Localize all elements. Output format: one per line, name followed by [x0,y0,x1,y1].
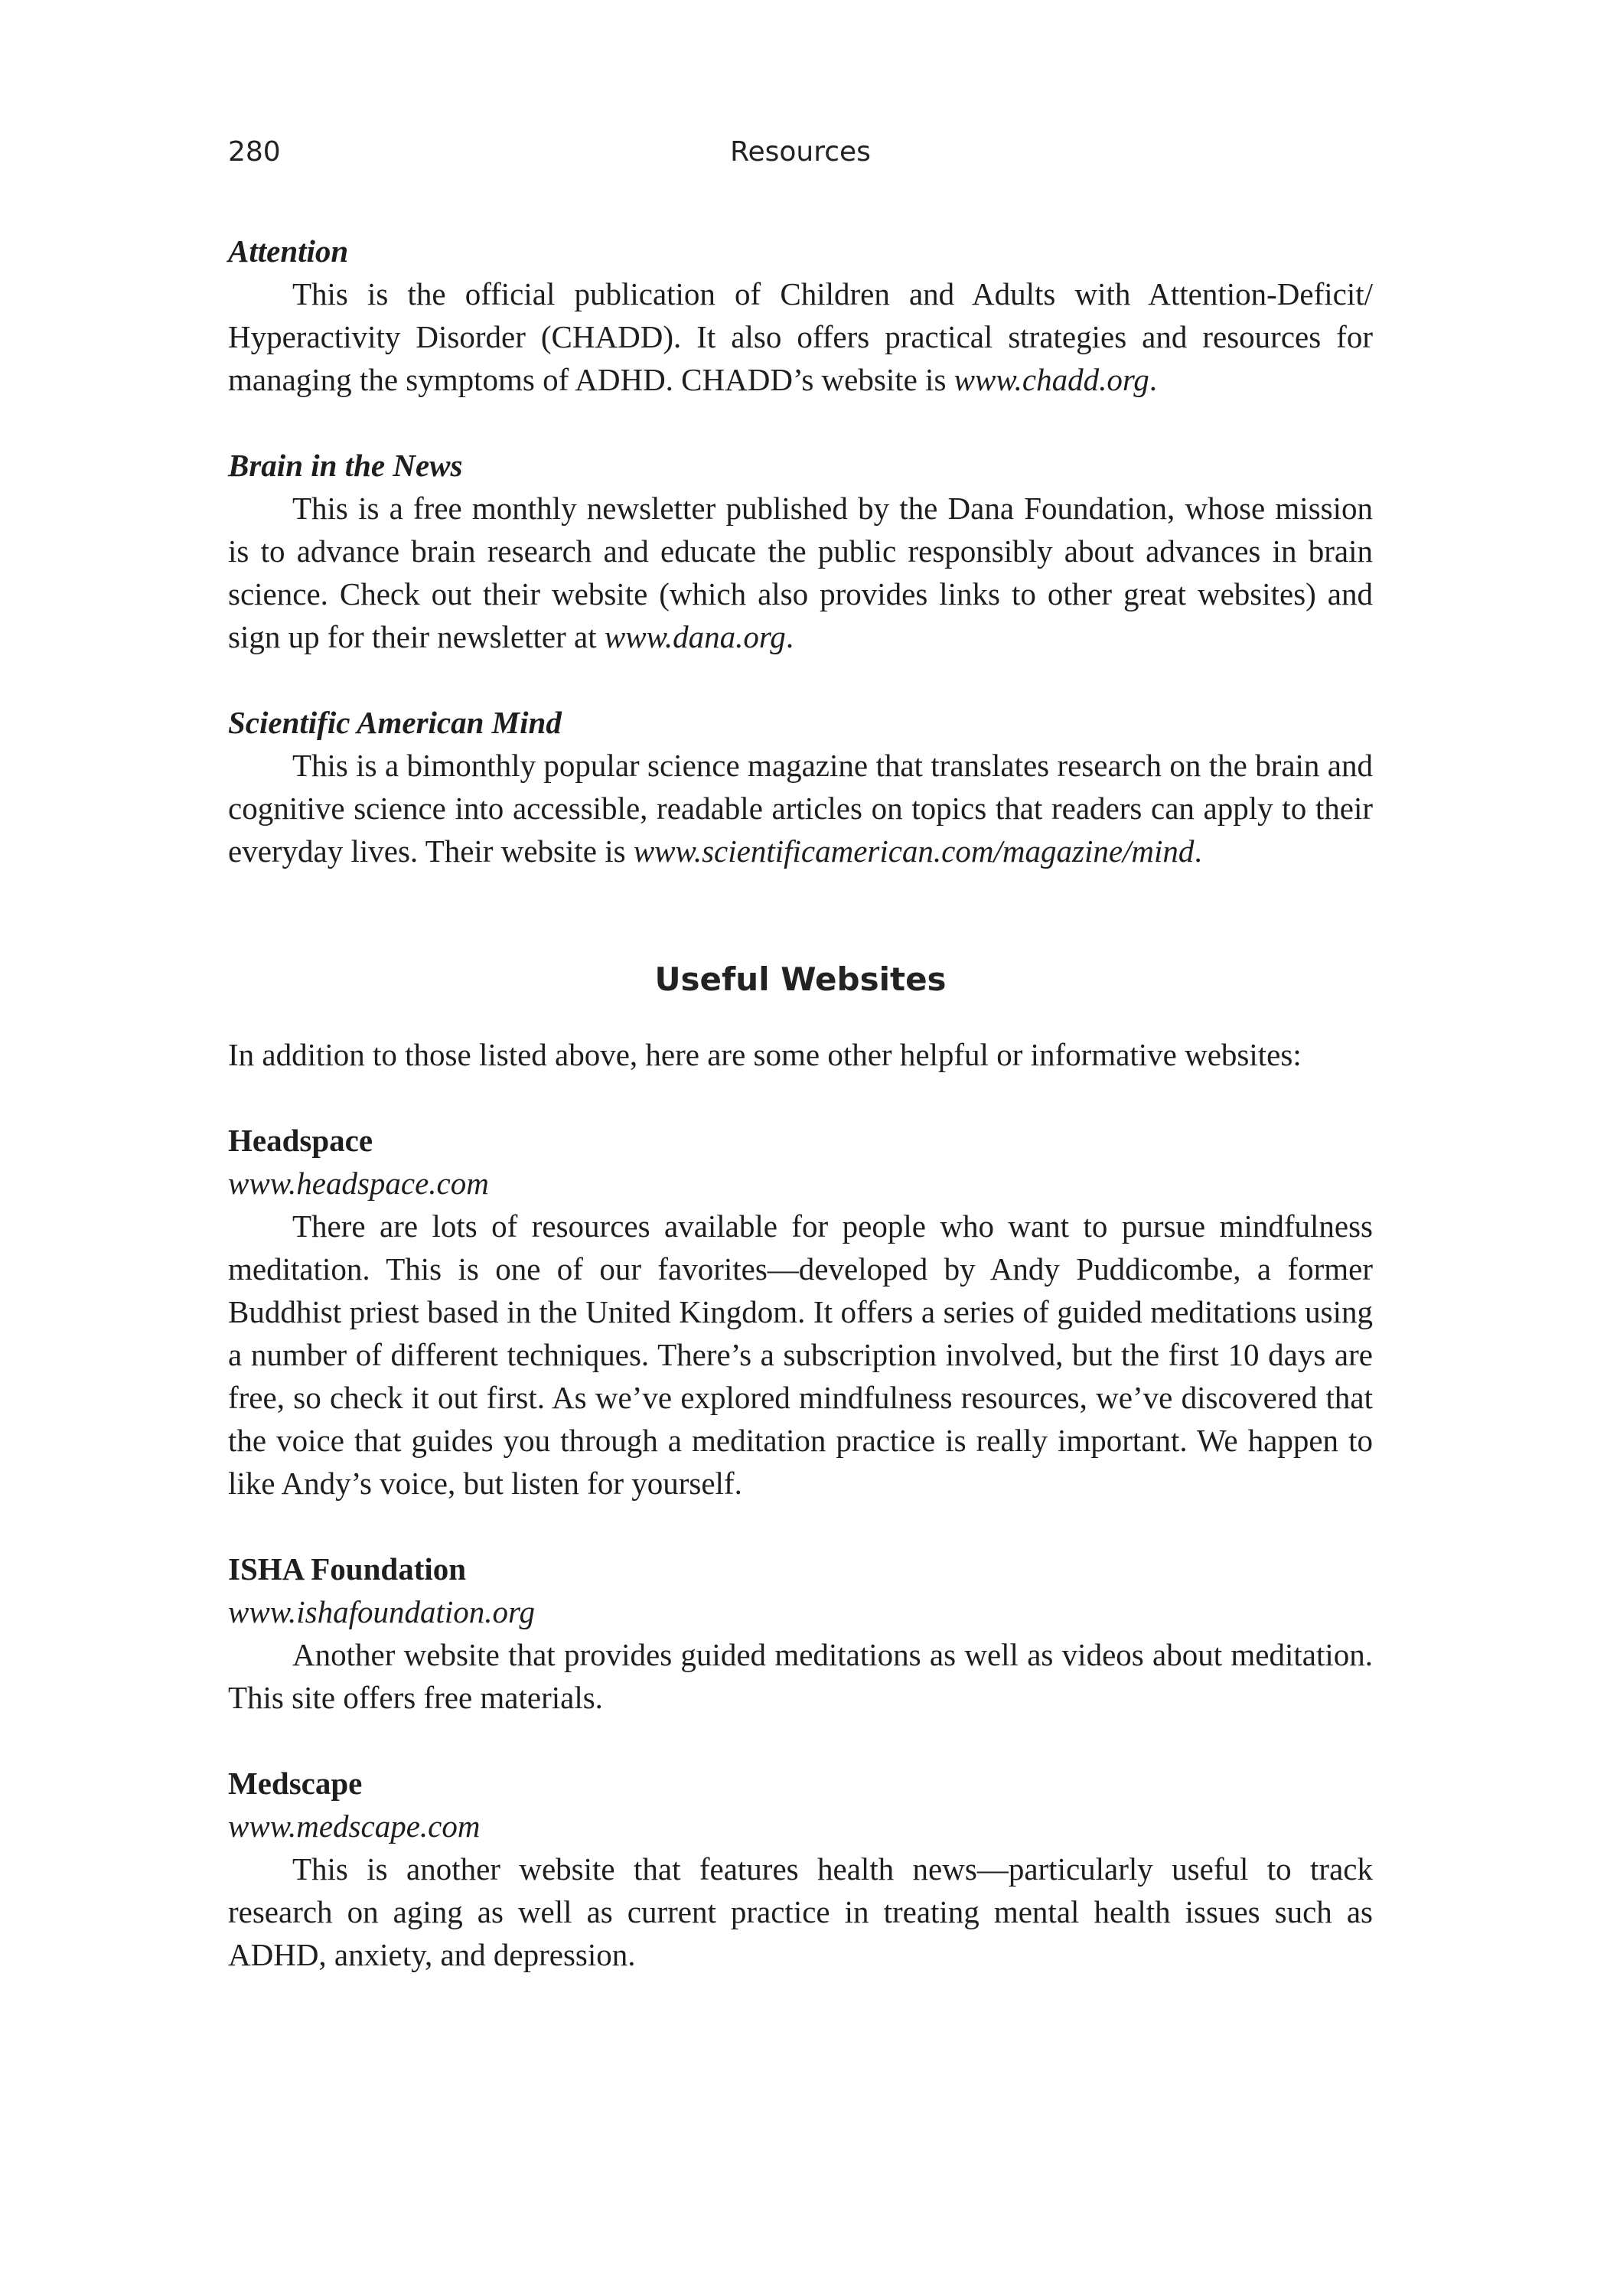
website-title: Headspace [228,1123,373,1158]
website-url: www.medscape.com [228,1808,481,1844]
running-title: Resources [730,136,871,168]
publication-entry-brain-in-the-news [228,444,1373,658]
website-entry-isha-foundation [228,1548,1373,1719]
publication-entry-scientific-american-mind [228,701,1373,872]
website-title: Medscape [228,1766,363,1801]
publication-entry-attention [228,230,1373,401]
description-text: This is a free monthly newsletter published by the Dana Foundation, whose mission is to advance brain research and educate the public responsibly about advances in brain science. Check out their website (which also provides links to other great websites) and sign up for their newsletter at [228,491,1373,654]
publication-description [228,744,1373,872]
publication-url: www.scientificamerican.com/magazine/mind [633,833,1195,869]
section-heading-useful-websites: Useful Websites [654,960,947,998]
publication-description [228,272,1373,401]
url-period: . [1194,833,1202,869]
website-url: www.ishafoundation.org [228,1594,535,1629]
website-entry-headspace [228,1119,1373,1505]
description-text: This is a bimonthly popular science magazine that translates research on the brain and cognitive science into accessible, readable articles on topics that readers can apply to their everyday lives. Their website is [228,748,1373,869]
publication-title: Scientific American Mind [228,705,562,740]
page-number: 280 [228,136,281,168]
url-period: . [1149,362,1158,397]
running-head [228,133,1373,171]
body-text [228,230,1373,1976]
publication-title: Brain in the News [228,448,463,483]
website-entry-medscape [228,1762,1373,1976]
website-description: There are lots of resources available for people who want to pursue mindfulness meditation. This is one of our favorites—developed by Andy Puddicombe, a former Buddhist priest based in the United Kingdom. It offers a series of guided meditations using a number of different techniques. There’s a subscription involved, but the first 10 days are free, so check it out first. As we’ve explored mindfulness resources, we’ve discovered that the voice that guides you through a meditation practice is really important. We happen to like Andy’s voice, but listen for yourself. [228,1208,1373,1501]
website-url: www.headspace.com [228,1166,489,1201]
publication-title: Attention [228,233,349,269]
url-period: . [785,619,794,654]
publication-url: www.chadd.org [953,362,1149,397]
website-title: ISHA Foundation [228,1551,467,1587]
website-description: Another website that provides guided meditations as well as videos about meditation. This site offers free materials. [228,1637,1373,1715]
website-description: This is another website that features health news—particularly useful to track research on aging as well as current practice in treating mental health issues such as ADHD, anxiety, and depression. [228,1851,1373,1972]
publication-description [228,487,1373,658]
publication-url: www.dana.org [604,619,786,654]
section-intro: In addition to those listed above, here are some other helpful or informative websites: [228,1037,1302,1072]
description-text: This is the official publication of Children and Adults with Attention-Deficit/ Hyperactivity Disorder (CHADD). It also offers practical strategies and resources for managing the symptoms of ADHD. CHADD’s website is [228,276,1373,397]
